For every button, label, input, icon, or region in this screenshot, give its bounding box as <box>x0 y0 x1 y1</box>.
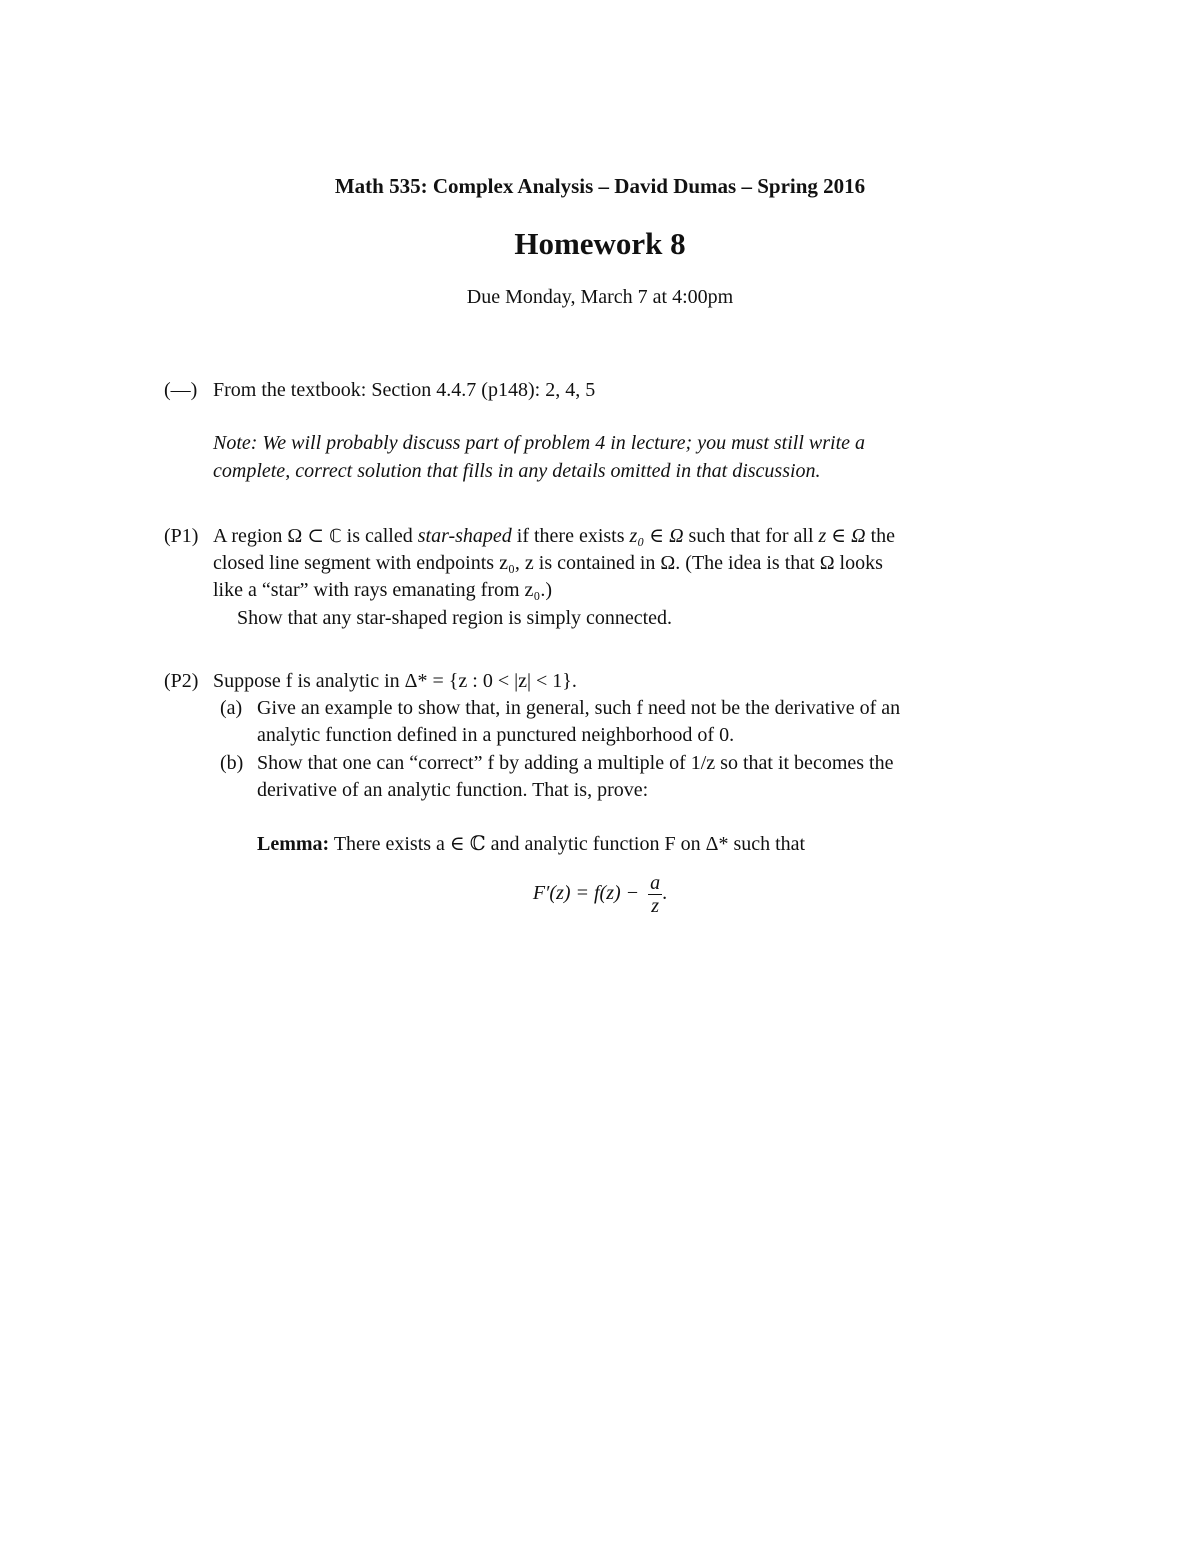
due-date: Due Monday, March 7 at 4:00pm <box>466 286 734 308</box>
lemma-equation: F′(z) = f(z) − $\frac{a}{z}$ . <box>532 872 668 917</box>
lemma-label: Lemma: <box>257 833 330 855</box>
p2a-label: (a) <box>220 697 243 719</box>
p2a-line-1: Give an example to show that, in general, such f need not be the derivative of an <box>257 697 901 719</box>
p2-label: (P2) <box>164 670 199 692</box>
p1-line-3: like a “star” with rays emanating from z₀.) <box>213 579 553 601</box>
p2a-line-2: analytic function defined in a punctured neighborhood of 0. <box>257 724 735 746</box>
star-shaped-term: star-shaped <box>417 525 512 547</box>
page-title: Homework 8 <box>514 226 686 261</box>
textbook-text: From the textbook: Section 4.4.7 (p148): 2, 4, 5 <box>213 379 596 401</box>
p1-line-4: Show that any star-shaped region is simply connected. <box>237 607 673 629</box>
note-line-1: Note: We will probably discuss part of problem 4 in lecture; you must still write a <box>213 432 866 454</box>
fraction-a-over-z: $\frac{a}{z}$ <box>650 872 661 917</box>
p2-line-1: Suppose f is analytic in Δ* = {z : 0 < |z| < 1}. <box>213 670 577 692</box>
p2b-label: (b) <box>220 752 244 774</box>
lemma-line <box>257 831 805 857</box>
p2b-line-2: derivative of an analytic function. That is, prove: <box>257 779 649 801</box>
p1-label: (P1) <box>164 525 199 547</box>
p1-line-1: A region Ω ⊂ ℂ is called star-shaped if there exists z₀ ∈ Ω such that for all z ∈ Ω the <box>213 525 896 547</box>
p2b-line-1: Show that one can “correct” f by adding a multiple of 1/z so that it becomes the <box>257 752 894 774</box>
textbook-label: (—) <box>164 379 198 401</box>
note-line-2: complete, correct solution that fills in any details omitted in that discussion. <box>213 460 821 482</box>
course-header: Math 535: Complex Analysis – David Dumas – Spring 2016 <box>334 174 866 198</box>
lemma-text: There exists a ∈ ℂ and analytic function F on Δ* such that <box>333 833 806 855</box>
p1-line-2: closed line segment with endpoints z₀, z is contained in Ω. (The idea is that Ω looks <box>213 552 883 574</box>
